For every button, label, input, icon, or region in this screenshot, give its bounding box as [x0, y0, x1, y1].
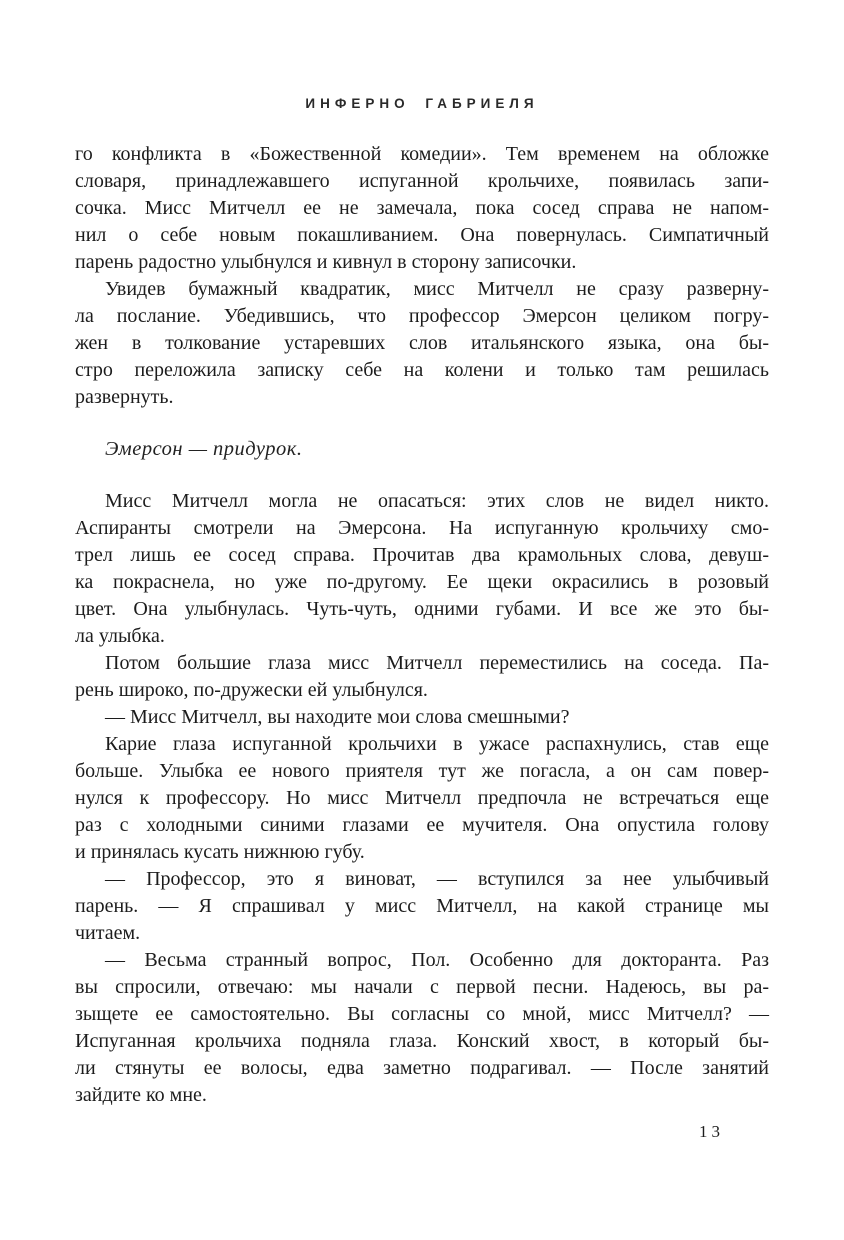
page-body: [75, 141, 769, 1109]
text-line: стро переложила записку себе на колени и только там решилась: [75, 359, 769, 381]
text-line: Эмерсон — придурок.: [105, 438, 303, 460]
text-line: Потом большие глаза мисс Митчелл переместились на соседа. Па-: [105, 652, 769, 674]
handwritten-note: [75, 436, 769, 463]
text-line: — Мисс Митчелл, вы находите мои слова смешными?: [105, 706, 570, 728]
text-line: читаем.: [75, 922, 141, 944]
text-line: ла послание. Убедившись, что профессор Эмерсон целиком погру-: [75, 305, 769, 327]
text-line: вы спросили, отвечаю: мы начали с первой песни. Надеюсь, вы ра-: [75, 976, 769, 998]
text-line: сочка. Мисс Митчелл ее не замечала, пока сосед справа не напом-: [75, 197, 769, 219]
text-line: — Весьма странный вопрос, Пол. Особенно для докторанта. Раз: [105, 949, 769, 971]
paragraph: [75, 650, 769, 704]
text-line: словаря, принадлежавшего испуганной крольчихе, появилась запи-: [75, 170, 769, 192]
text-line: зайдите ко мне.: [75, 1084, 207, 1106]
text-line: больше. Улыбка ее нового приятеля тут же погасла, а он сам повер-: [75, 760, 769, 782]
text-line: рень широко, по-дружески ей улыбнулся.: [75, 679, 428, 701]
text-line: Карие глаза испуганной крольчихи в ужасе распахнулись, став еще: [105, 733, 769, 755]
paragraph: [75, 866, 769, 947]
text-line: жен в толкование устаревших слов итальянского языка, она бы-: [75, 332, 769, 354]
paragraph: [75, 276, 769, 411]
paragraph: [75, 704, 769, 731]
paragraph: [75, 488, 769, 650]
text-line: и принялась кусать нижнюю губу.: [75, 841, 365, 863]
paragraph: [75, 731, 769, 866]
text-line: раз с холодными синими глазами ее мучителя. Она опустила голову: [75, 814, 769, 836]
text-line: ла улыбка.: [75, 625, 165, 647]
text-line: Мисс Митчелл могла не опасаться: этих слов не видел никто.: [105, 490, 769, 512]
text-line: го конфликта в «Божественной комедии». Тем временем на обложке: [75, 143, 769, 165]
text-line: парень радостно улыбнулся и кивнул в сторону записочки.: [75, 251, 577, 273]
text-line: — Профессор, это я виноват, — вступился за нее улыбчивый: [105, 868, 769, 890]
text-line: цвет. Она улыбнулась. Чуть-чуть, одними губами. И все же это бы-: [75, 598, 769, 620]
page-number: 13: [699, 1122, 724, 1141]
text-line: ка покраснела, но уже по-другому. Ее щеки окрасились в розовый: [75, 571, 769, 593]
text-line: нил о себе новым покашливанием. Она повернулась. Симпатичный: [75, 224, 769, 246]
text-line: нулся к профессору. Но мисс Митчелл предпочла не встречаться еще: [75, 787, 769, 809]
text-line: трел лишь ее сосед справа. Прочитав два крамольных слова, девуш-: [75, 544, 769, 566]
text-line: Испуганная крольчиха подняла глаза. Конский хвост, в который бы-: [75, 1030, 769, 1052]
text-line: развернуть.: [75, 386, 174, 408]
text-line: Аспиранты смотрели на Эмерсона. На испуганную крольчиху смо-: [75, 517, 769, 539]
text-line: зыщете ее самостоятельно. Вы согласны со мной, мисс Митчелл? —: [75, 1003, 769, 1025]
paragraph: [75, 141, 769, 276]
text-line: ли стянуты ее волосы, едва заметно подрагивал. — После занятий: [75, 1057, 769, 1079]
text-line: парень. — Я спрашивал у мисс Митчелл, на какой странице мы: [75, 895, 769, 917]
paragraph: [75, 947, 769, 1109]
text-line: Увидев бумажный квадратик, мисс Митчелл не сразу разверну-: [105, 278, 769, 300]
running-header: ИНФЕРНО ГАБРИЕЛЯ: [305, 96, 539, 111]
